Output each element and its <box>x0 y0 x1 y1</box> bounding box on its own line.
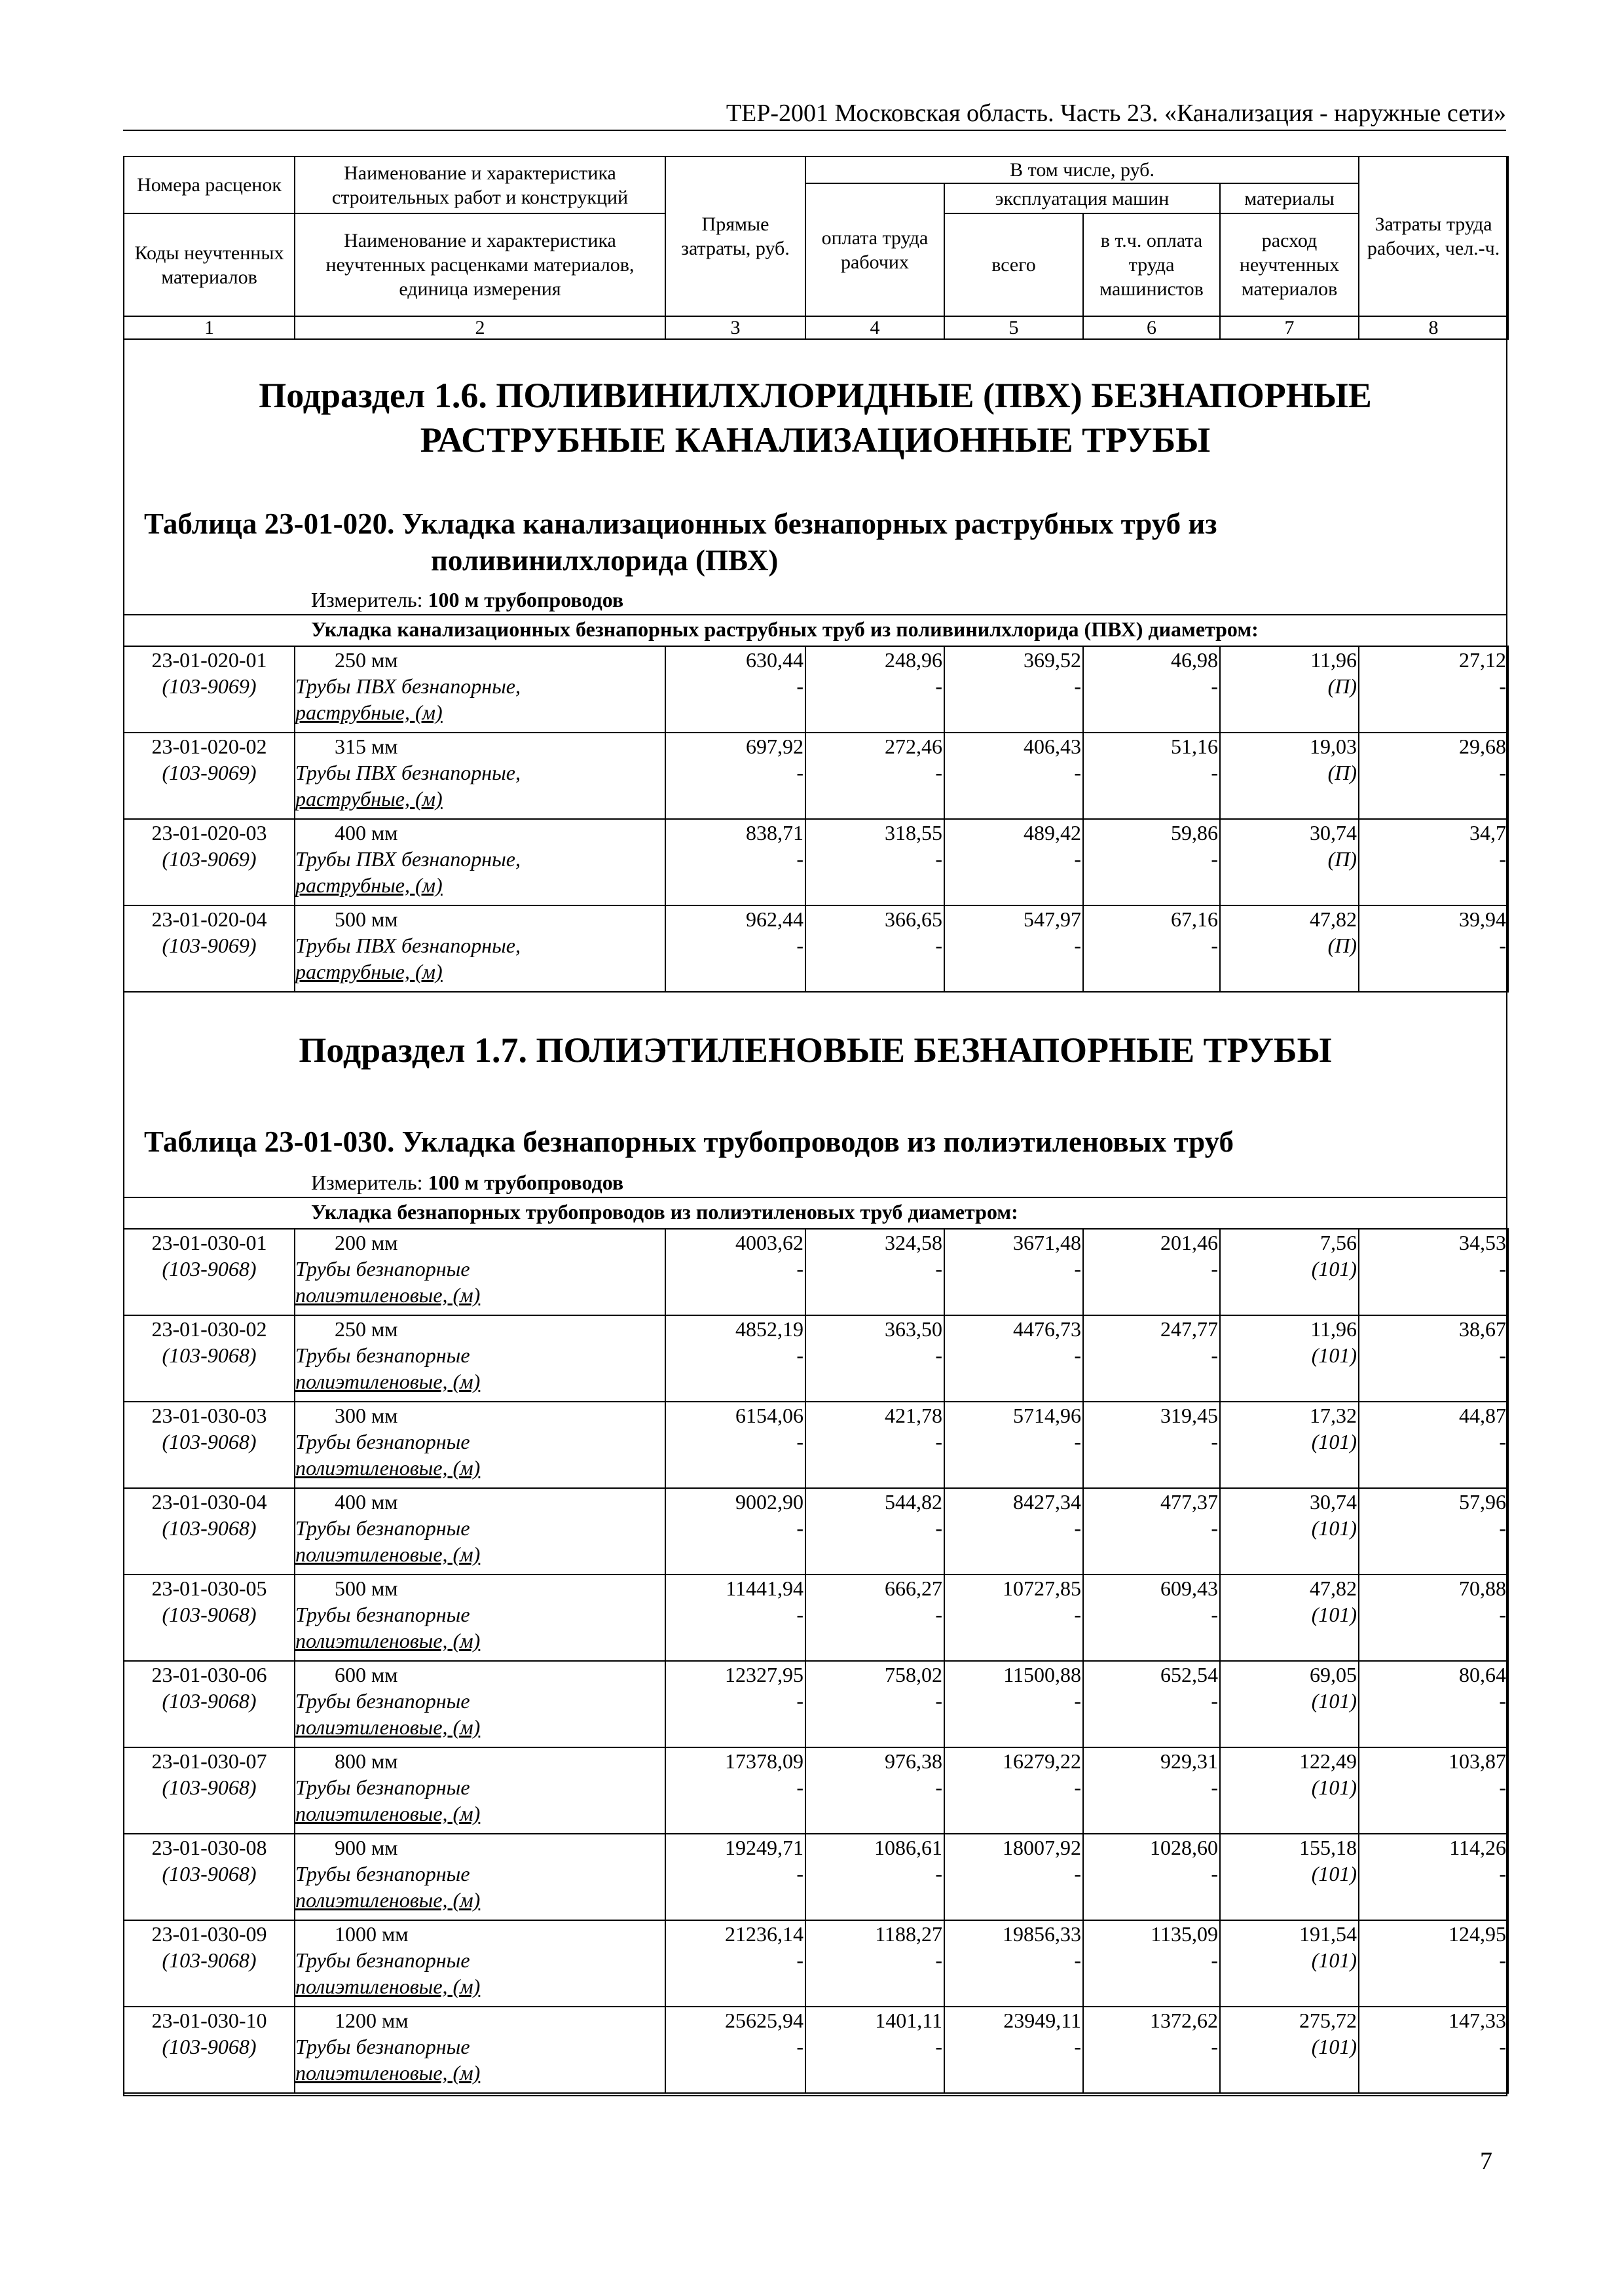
materials-cell: 19,03 (П) <box>1220 733 1359 819</box>
rate-code: 23-01-030-04 <box>151 1490 267 1514</box>
labor-pay-cell: 976,38 - <box>805 1747 944 1834</box>
col1-header-bottom: Коды неучтенных материалов <box>124 213 295 316</box>
materials-cell: 191,54 (101) <box>1220 1920 1359 2007</box>
labor-pay-cell: 318,55 - <box>805 819 944 905</box>
unit-measure: Измеритель: 100 м трубопроводов <box>311 588 624 611</box>
rate-code: 23-01-030-03 <box>151 1404 267 1427</box>
col-number: 5 <box>944 316 1083 339</box>
table-caption: Укладка канализационных безнапорных раструбных труб из поливинилхлорида (ПВХ) диаметром: <box>311 617 1259 641</box>
rate-code: 23-01-030-02 <box>151 1317 267 1341</box>
running-header: ТЕР-2001 Московская область. Часть 23. «Канализация - наружные сети» <box>726 100 1506 127</box>
material-code: (103-9068) <box>162 1516 257 1540</box>
materials-cell: 30,74 (П) <box>1220 819 1359 905</box>
material-name: Трубы безнапорные <box>295 2035 470 2058</box>
rate-code: 23-01-030-05 <box>151 1576 267 1600</box>
direct-cost-cell: 630,44 - <box>665 646 805 733</box>
material-code: (103-9068) <box>162 2035 257 2058</box>
table-row <box>124 1315 1508 1402</box>
pipe-diameter: 250 мм <box>335 648 398 672</box>
pipe-diameter: 600 мм <box>335 1663 398 1686</box>
description-cell <box>295 819 665 905</box>
rate-code: 23-01-030-01 <box>151 1231 267 1254</box>
machines-total-cell: 4476,73 - <box>944 1315 1083 1402</box>
description-cell <box>295 1402 665 1488</box>
table-row <box>124 819 1508 905</box>
direct-cost-cell: 4003,62 - <box>665 1229 805 1315</box>
section-17-title: Подраздел 1.7. ПОЛИЭТИЛЕНОВЫЕ БЕЗНАПОРНЫЕ ТРУБЫ <box>299 1030 1332 1070</box>
material-code: (103-9069) <box>162 674 257 698</box>
material-name: Трубы ПВХ безнапорные, <box>295 934 521 957</box>
machinists-pay-cell: 247,77 - <box>1083 1315 1220 1402</box>
table-caption: Укладка безнапорных трубопроводов из полиэтиленовых труб диаметром: <box>311 1200 1018 1224</box>
rate-code: 23-01-020-01 <box>151 648 267 672</box>
machines-total-cell: 369,52 - <box>944 646 1083 733</box>
col7-header: расход неучтенных материалов <box>1220 213 1359 316</box>
machinists-pay-cell: 609,43 - <box>1083 1575 1220 1661</box>
rate-code-cell <box>124 1229 295 1315</box>
machines-total-cell: 5714,96 - <box>944 1402 1083 1488</box>
description-cell <box>295 646 665 733</box>
material-code: (103-9069) <box>162 761 257 784</box>
machines-total-cell: 547,97 - <box>944 905 1083 992</box>
description-cell <box>295 1661 665 1747</box>
rate-code-cell <box>124 905 295 992</box>
description-cell <box>295 1315 665 1402</box>
machinists-pay-cell: 59,86 - <box>1083 819 1220 905</box>
machinists-pay-cell: 1372,62 - <box>1083 2007 1220 2093</box>
rate-code-cell <box>124 2007 295 2093</box>
material-unit: полиэтиленовые, (м) <box>295 1456 481 1480</box>
rate-code: 23-01-020-04 <box>151 907 267 931</box>
labor-hours-cell: 70,88 - <box>1359 1575 1508 1661</box>
labor-hours-cell: 38,67 - <box>1359 1315 1508 1402</box>
rate-code-cell <box>124 1402 295 1488</box>
machines-total-cell: 489,42 - <box>944 819 1083 905</box>
direct-cost-cell: 17378,09 - <box>665 1747 805 1834</box>
rate-code: 23-01-030-07 <box>151 1749 267 1773</box>
table-row <box>124 1834 1508 1920</box>
material-code: (103-9068) <box>162 1776 257 1799</box>
table-23-01-030-title: Таблица 23-01-030. Укладка безнапорных трубопроводов из полиэтиленовых труб <box>144 1125 1234 1158</box>
labor-hours-cell: 34,7 - <box>1359 819 1508 905</box>
description-cell <box>295 1229 665 1315</box>
material-code: (103-9068) <box>162 1343 257 1367</box>
material-name: Трубы безнапорные <box>295 1430 470 1453</box>
col-number: 8 <box>1359 316 1508 339</box>
material-code: (103-9068) <box>162 1948 257 1972</box>
labor-hours-cell: 147,33 - <box>1359 2007 1508 2093</box>
material-name: Трубы безнапорные <box>295 1948 470 1972</box>
table-23-01-020-title: Таблица 23-01-020. Укладка канализационных безнапорных раструбных труб из поливинилхлорида (ПВХ) <box>144 507 1217 577</box>
material-code: (103-9068) <box>162 1430 257 1453</box>
rate-code-cell <box>124 1834 295 1920</box>
table-row <box>124 1920 1508 2007</box>
material-unit: полиэтиленовые, (м) <box>295 1542 481 1566</box>
col4-header: оплата труда рабочих <box>805 183 944 316</box>
labor-hours-cell: 29,68 - <box>1359 733 1508 819</box>
rate-code-cell <box>124 819 295 905</box>
table-separator <box>124 614 1506 615</box>
page-number: 7 <box>1480 2147 1492 2175</box>
material-code: (103-9069) <box>162 934 257 957</box>
material-code: (103-9068) <box>162 1862 257 1886</box>
labor-hours-cell: 39,94 - <box>1359 905 1508 992</box>
pipe-diameter: 200 мм <box>335 1231 398 1254</box>
pipe-diameter: 1200 мм <box>335 2009 409 2032</box>
material-name: Трубы безнапорные <box>295 1862 470 1886</box>
material-unit: полиэтиленовые, (м) <box>295 1802 481 1825</box>
direct-cost-cell: 19249,71 - <box>665 1834 805 1920</box>
materials-cell: 69,05 (101) <box>1220 1661 1359 1747</box>
material-code: (103-9069) <box>162 847 257 871</box>
material-unit: полиэтиленовые, (м) <box>295 1283 481 1307</box>
table-23-01-020 <box>123 646 1509 993</box>
machinists-pay-cell: 67,16 - <box>1083 905 1220 992</box>
direct-cost-cell: 25625,94 - <box>665 2007 805 2093</box>
materials-cell: 17,32 (101) <box>1220 1402 1359 1488</box>
pipe-diameter: 315 мм <box>335 735 398 758</box>
labor-pay-cell: 1188,27 - <box>805 1920 944 2007</box>
labor-pay-cell: 248,96 - <box>805 646 944 733</box>
table-row <box>124 1747 1508 1834</box>
machines-total-cell: 18007,92 - <box>944 1834 1083 1920</box>
direct-cost-cell: 4852,19 - <box>665 1315 805 1402</box>
labor-hours-cell: 27,12 - <box>1359 646 1508 733</box>
labor-pay-cell: 1401,11 - <box>805 2007 944 2093</box>
labor-hours-cell: 57,96 - <box>1359 1488 1508 1575</box>
material-unit: раструбные, (м) <box>295 960 443 983</box>
material-unit: раструбные, (м) <box>295 701 443 724</box>
labor-hours-cell: 103,87 - <box>1359 1747 1508 1834</box>
labor-pay-cell: 324,58 - <box>805 1229 944 1315</box>
labor-pay-cell: 363,50 - <box>805 1315 944 1402</box>
material-name: Трубы безнапорные <box>295 1516 470 1540</box>
pipe-diameter: 250 мм <box>335 1317 398 1341</box>
labor-pay-cell: 758,02 - <box>805 1661 944 1747</box>
labor-pay-cell: 421,78 - <box>805 1402 944 1488</box>
machinists-pay-cell: 319,45 - <box>1083 1402 1220 1488</box>
direct-cost-cell: 11441,94 - <box>665 1575 805 1661</box>
rate-code: 23-01-020-02 <box>151 735 267 758</box>
rate-code: 23-01-030-08 <box>151 1836 267 1859</box>
table-row <box>124 646 1508 733</box>
material-unit: полиэтиленовые, (м) <box>295 1629 481 1652</box>
pipe-diameter: 900 мм <box>335 1836 398 1859</box>
description-cell <box>295 1920 665 2007</box>
material-name: Трубы безнапорные <box>295 1776 470 1799</box>
col-number: 3 <box>665 316 805 339</box>
material-unit: полиэтиленовые, (м) <box>295 2061 481 2085</box>
direct-cost-cell: 6154,06 - <box>665 1402 805 1488</box>
machinists-pay-cell: 46,98 - <box>1083 646 1220 733</box>
pipe-diameter: 800 мм <box>335 1749 398 1773</box>
materials-cell: 155,18 (101) <box>1220 1834 1359 1920</box>
labor-pay-cell: 366,65 - <box>805 905 944 992</box>
rate-code: 23-01-030-09 <box>151 1922 267 1946</box>
labor-hours-cell: 34,53 - <box>1359 1229 1508 1315</box>
pipe-diameter: 400 мм <box>335 821 398 845</box>
description-cell <box>295 1488 665 1575</box>
column-header-table <box>123 156 1509 340</box>
materials-cell: 47,82 (101) <box>1220 1575 1359 1661</box>
rate-code: 23-01-020-03 <box>151 821 267 845</box>
machinists-pay-cell: 929,31 - <box>1083 1747 1220 1834</box>
rate-code-cell <box>124 1920 295 2007</box>
group-header: В том числе, руб. <box>805 156 1359 183</box>
table-row <box>124 733 1508 819</box>
machines-total-cell: 19856,33 - <box>944 1920 1083 2007</box>
machines-total-cell: 23949,11 - <box>944 2007 1083 2093</box>
pipe-diameter: 300 мм <box>335 1404 398 1427</box>
description-cell <box>295 2007 665 2093</box>
description-cell <box>295 1834 665 1920</box>
rate-code-cell <box>124 1661 295 1747</box>
material-unit: полиэтиленовые, (м) <box>295 1888 481 1912</box>
direct-cost-cell: 21236,14 - <box>665 1920 805 2007</box>
pipe-diameter: 500 мм <box>335 907 398 931</box>
table-row <box>124 1575 1508 1661</box>
col2-header-top: Наименование и характеристика строительных работ и конструкций <box>295 156 665 213</box>
machinists-pay-cell: 477,37 - <box>1083 1488 1220 1575</box>
header-rule <box>123 130 1506 131</box>
table-23-01-030 <box>123 1228 1509 2094</box>
machines-total-cell: 3671,48 - <box>944 1229 1083 1315</box>
labor-hours-cell: 80,64 - <box>1359 1661 1508 1747</box>
machinists-pay-cell: 51,16 - <box>1083 733 1220 819</box>
table-separator <box>124 1197 1506 1198</box>
material-name: Трубы ПВХ безнапорные, <box>295 674 521 698</box>
description-cell <box>295 905 665 992</box>
table-row <box>124 2007 1508 2093</box>
table-row <box>124 1229 1508 1315</box>
document-frame <box>123 156 1507 2096</box>
material-name: Трубы ПВХ безнапорные, <box>295 761 521 784</box>
direct-cost-cell: 12327,95 - <box>665 1661 805 1747</box>
col-number: 4 <box>805 316 944 339</box>
col-number: 2 <box>295 316 665 339</box>
unit-measure: Измеритель: 100 м трубопроводов <box>311 1171 624 1194</box>
labor-hours-cell: 114,26 - <box>1359 1834 1508 1920</box>
materials-header: материалы <box>1220 183 1359 213</box>
machinists-pay-cell: 652,54 - <box>1083 1661 1220 1747</box>
material-code: (103-9068) <box>162 1689 257 1713</box>
materials-cell: 7,56 (101) <box>1220 1229 1359 1315</box>
direct-cost-cell: 697,92 - <box>665 733 805 819</box>
rate-code-cell <box>124 646 295 733</box>
section-16-title: Подраздел 1.6. ПОЛИВИНИЛХЛОРИДНЫЕ (ПВХ) БЕЗНАПОРНЫЕ РАСТРУБНЫЕ КАНАЛИЗАЦИОННЫЕ ТРУБЫ <box>259 376 1372 460</box>
rate-code: 23-01-030-06 <box>151 1663 267 1686</box>
machinists-pay-cell: 201,46 - <box>1083 1229 1220 1315</box>
table-row <box>124 1488 1508 1575</box>
col6-header: в т.ч. оплата труда машинистов <box>1083 213 1220 316</box>
col-number: 1 <box>124 316 295 339</box>
material-unit: раструбные, (м) <box>295 787 443 811</box>
machines-total-cell: 406,43 - <box>944 733 1083 819</box>
col1-header-top: Номера расценок <box>124 156 295 213</box>
labor-pay-cell: 544,82 - <box>805 1488 944 1575</box>
material-unit: раструбные, (м) <box>295 873 443 897</box>
labor-hours-cell: 44,87 - <box>1359 1402 1508 1488</box>
material-unit: полиэтиленовые, (м) <box>295 1975 481 1998</box>
machinists-pay-cell: 1028,60 - <box>1083 1834 1220 1920</box>
material-unit: полиэтиленовые, (м) <box>295 1715 481 1739</box>
material-code: (103-9068) <box>162 1603 257 1626</box>
table-row <box>124 905 1508 992</box>
pipe-diameter: 400 мм <box>335 1490 398 1514</box>
pipe-diameter: 1000 мм <box>335 1922 409 1946</box>
col8-header: Затраты труда рабочих, чел.-ч. <box>1359 156 1508 316</box>
col2-header-bottom: Наименование и характеристика неучтенных расценками материалов, единица измерения <box>295 213 665 316</box>
materials-cell: 47,82 (П) <box>1220 905 1359 992</box>
direct-cost-cell: 838,71 - <box>665 819 805 905</box>
material-code: (103-9068) <box>162 1257 257 1281</box>
table-row <box>124 1402 1508 1488</box>
labor-pay-cell: 666,27 - <box>805 1575 944 1661</box>
material-name: Трубы безнапорные <box>295 1343 470 1367</box>
machines-total-cell: 10727,85 - <box>944 1575 1083 1661</box>
rate-code-cell <box>124 1575 295 1661</box>
description-cell <box>295 1747 665 1834</box>
machines-total-cell: 11500,88 - <box>944 1661 1083 1747</box>
machinists-pay-cell: 1135,09 - <box>1083 1920 1220 2007</box>
material-name: Трубы ПВХ безнапорные, <box>295 847 521 871</box>
col-number: 7 <box>1220 316 1359 339</box>
rate-code-cell <box>124 733 295 819</box>
table-row <box>124 1661 1508 1747</box>
col5-header: всего <box>944 213 1083 316</box>
direct-cost-cell: 9002,90 - <box>665 1488 805 1575</box>
labor-pay-cell: 272,46 - <box>805 733 944 819</box>
material-name: Трубы безнапорные <box>295 1257 470 1281</box>
col3-header: Прямые затраты, руб. <box>665 156 805 316</box>
machines-total-cell: 8427,34 - <box>944 1488 1083 1575</box>
direct-cost-cell: 962,44 - <box>665 905 805 992</box>
material-name: Трубы безнапорные <box>295 1603 470 1626</box>
materials-cell: 275,72 (101) <box>1220 2007 1359 2093</box>
labor-hours-cell: 124,95 - <box>1359 1920 1508 2007</box>
materials-cell: 30,74 (101) <box>1220 1488 1359 1575</box>
col-number: 6 <box>1083 316 1220 339</box>
material-name: Трубы безнапорные <box>295 1689 470 1713</box>
description-cell <box>295 733 665 819</box>
machines-header: эксплуатация машин <box>944 183 1220 213</box>
materials-cell: 11,96 (П) <box>1220 646 1359 733</box>
pipe-diameter: 500 мм <box>335 1576 398 1600</box>
rate-code-cell <box>124 1488 295 1575</box>
rate-code: 23-01-030-10 <box>151 2009 267 2032</box>
materials-cell: 122,49 (101) <box>1220 1747 1359 1834</box>
description-cell <box>295 1575 665 1661</box>
rate-code-cell <box>124 1747 295 1834</box>
labor-pay-cell: 1086,61 - <box>805 1834 944 1920</box>
material-unit: полиэтиленовые, (м) <box>295 1370 481 1393</box>
rate-code-cell <box>124 1315 295 1402</box>
machines-total-cell: 16279,22 - <box>944 1747 1083 1834</box>
materials-cell: 11,96 (101) <box>1220 1315 1359 1402</box>
